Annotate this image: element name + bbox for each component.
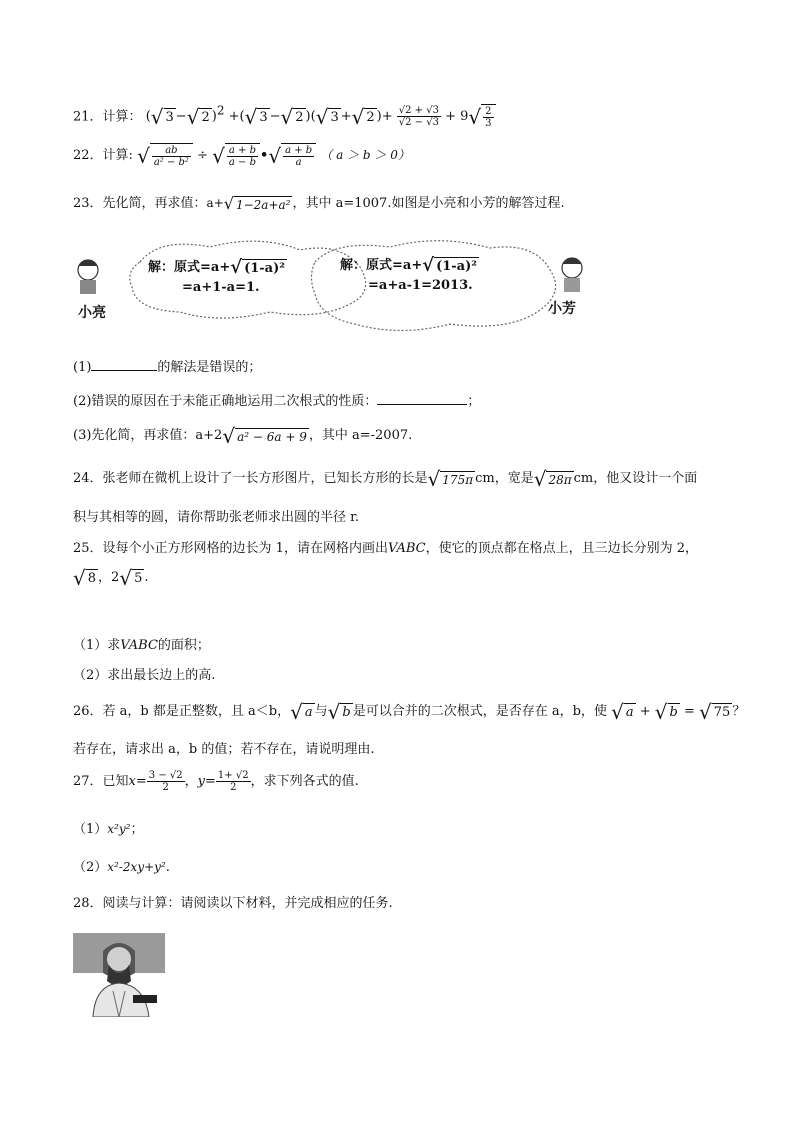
portrait-drawing bbox=[73, 933, 165, 1017]
portrait-image bbox=[73, 933, 165, 1017]
question-28: 28．阅读与计算：请阅读以下材料，并完成相应的任务. bbox=[73, 896, 393, 911]
q21-label: 21．计算： bbox=[73, 109, 142, 125]
question-26: 26．若 a，b 都是正整数，且 a＜b，√ a 与√ b 是可以合并的二次根式，是否存在 a，b，使 √ a + √ b = √ 75 ？ bbox=[73, 699, 746, 724]
q27-part2: （2）x²-2xy+y². bbox=[73, 860, 170, 875]
question-23: 23．先化简，再求值：a+√ 1−2a+a² ，其中 a=1007.如图是小亮和小芳的解答过程. bbox=[73, 193, 565, 213]
question-26-line2: 若存在，请求出 a，b 的值；若不存在，请说明理由. bbox=[73, 742, 375, 757]
q21-expression: (√ 3 −√ 2 )$^2$ +(√ 3 −√ 2 )(√ 3 +√ 2 )+ $\frac{√2 + √3}{√2 - √3}$ + 9√ $\frac{2}{3}$ bbox=[146, 109, 496, 124]
figure-23-clouds bbox=[70, 232, 590, 342]
q27-part1: （1）x²y²； bbox=[73, 822, 144, 837]
xiaofang-solution: 解：原式=a+√ (1-a)² bbox=[340, 254, 477, 276]
xiaofang-result: =a+a-1=2013. bbox=[368, 278, 473, 293]
q23-part1: (1) 的解法是错误的； bbox=[73, 360, 262, 375]
question-24-line2: 积与其相等的圆，请你帮助张老师求出圆的半径 r. bbox=[73, 510, 360, 525]
q25-part2: （2）求出最长边上的高. bbox=[73, 668, 216, 683]
question-22: 22．计算: √ $\frac{ab}{\text{a² − b²}}$ ÷ √ $\frac{a + b}{a - b}$ •√ $\frac{a + b}{a}$ （ a ＞ b ＞ 0） bbox=[73, 143, 410, 168]
q23-part3: (3)先化简，再求值：a+2√ a² − 6a + 9 ，其中 a=-2007. bbox=[73, 423, 413, 448]
q25-part1: （1）求VABC的面积； bbox=[73, 638, 210, 653]
cloud-drawing bbox=[70, 232, 590, 342]
question-21 bbox=[73, 104, 496, 129]
question-25-line2: √ 8 ，2√ 5 . bbox=[73, 565, 149, 590]
xiaoliang-solution: 解：原式=a+√ (1-a)² bbox=[148, 256, 285, 278]
q23-part2: (2)错误的原因在于未能正确地运用二次根式的性质： ； bbox=[73, 394, 481, 409]
girl-figure-icon bbox=[562, 258, 582, 292]
xiaoliang-label: 小亮 bbox=[78, 305, 106, 321]
question-25: 25．设每个小正方形网格的边长为 1，请在网格内画出VABC，使它的顶点都在格点上，且三边长分别为 2， bbox=[73, 541, 698, 556]
xiaoliang-result: =a+1-a=1. bbox=[182, 280, 260, 295]
question-24: 24．张老师在微机上设计了一长方形图片，已知长方形的长是√ 175π cm，宽是√ 28π cm，他又设计一个面 bbox=[73, 466, 698, 491]
question-27: 27．已知x= $\frac{3 - √2}{2}$ ，y= $\frac{1+ √2}{2}$ ，求下列各式的值. bbox=[73, 770, 359, 793]
boy-figure-icon bbox=[78, 260, 98, 294]
xiaofang-label: 小芳 bbox=[548, 301, 576, 317]
